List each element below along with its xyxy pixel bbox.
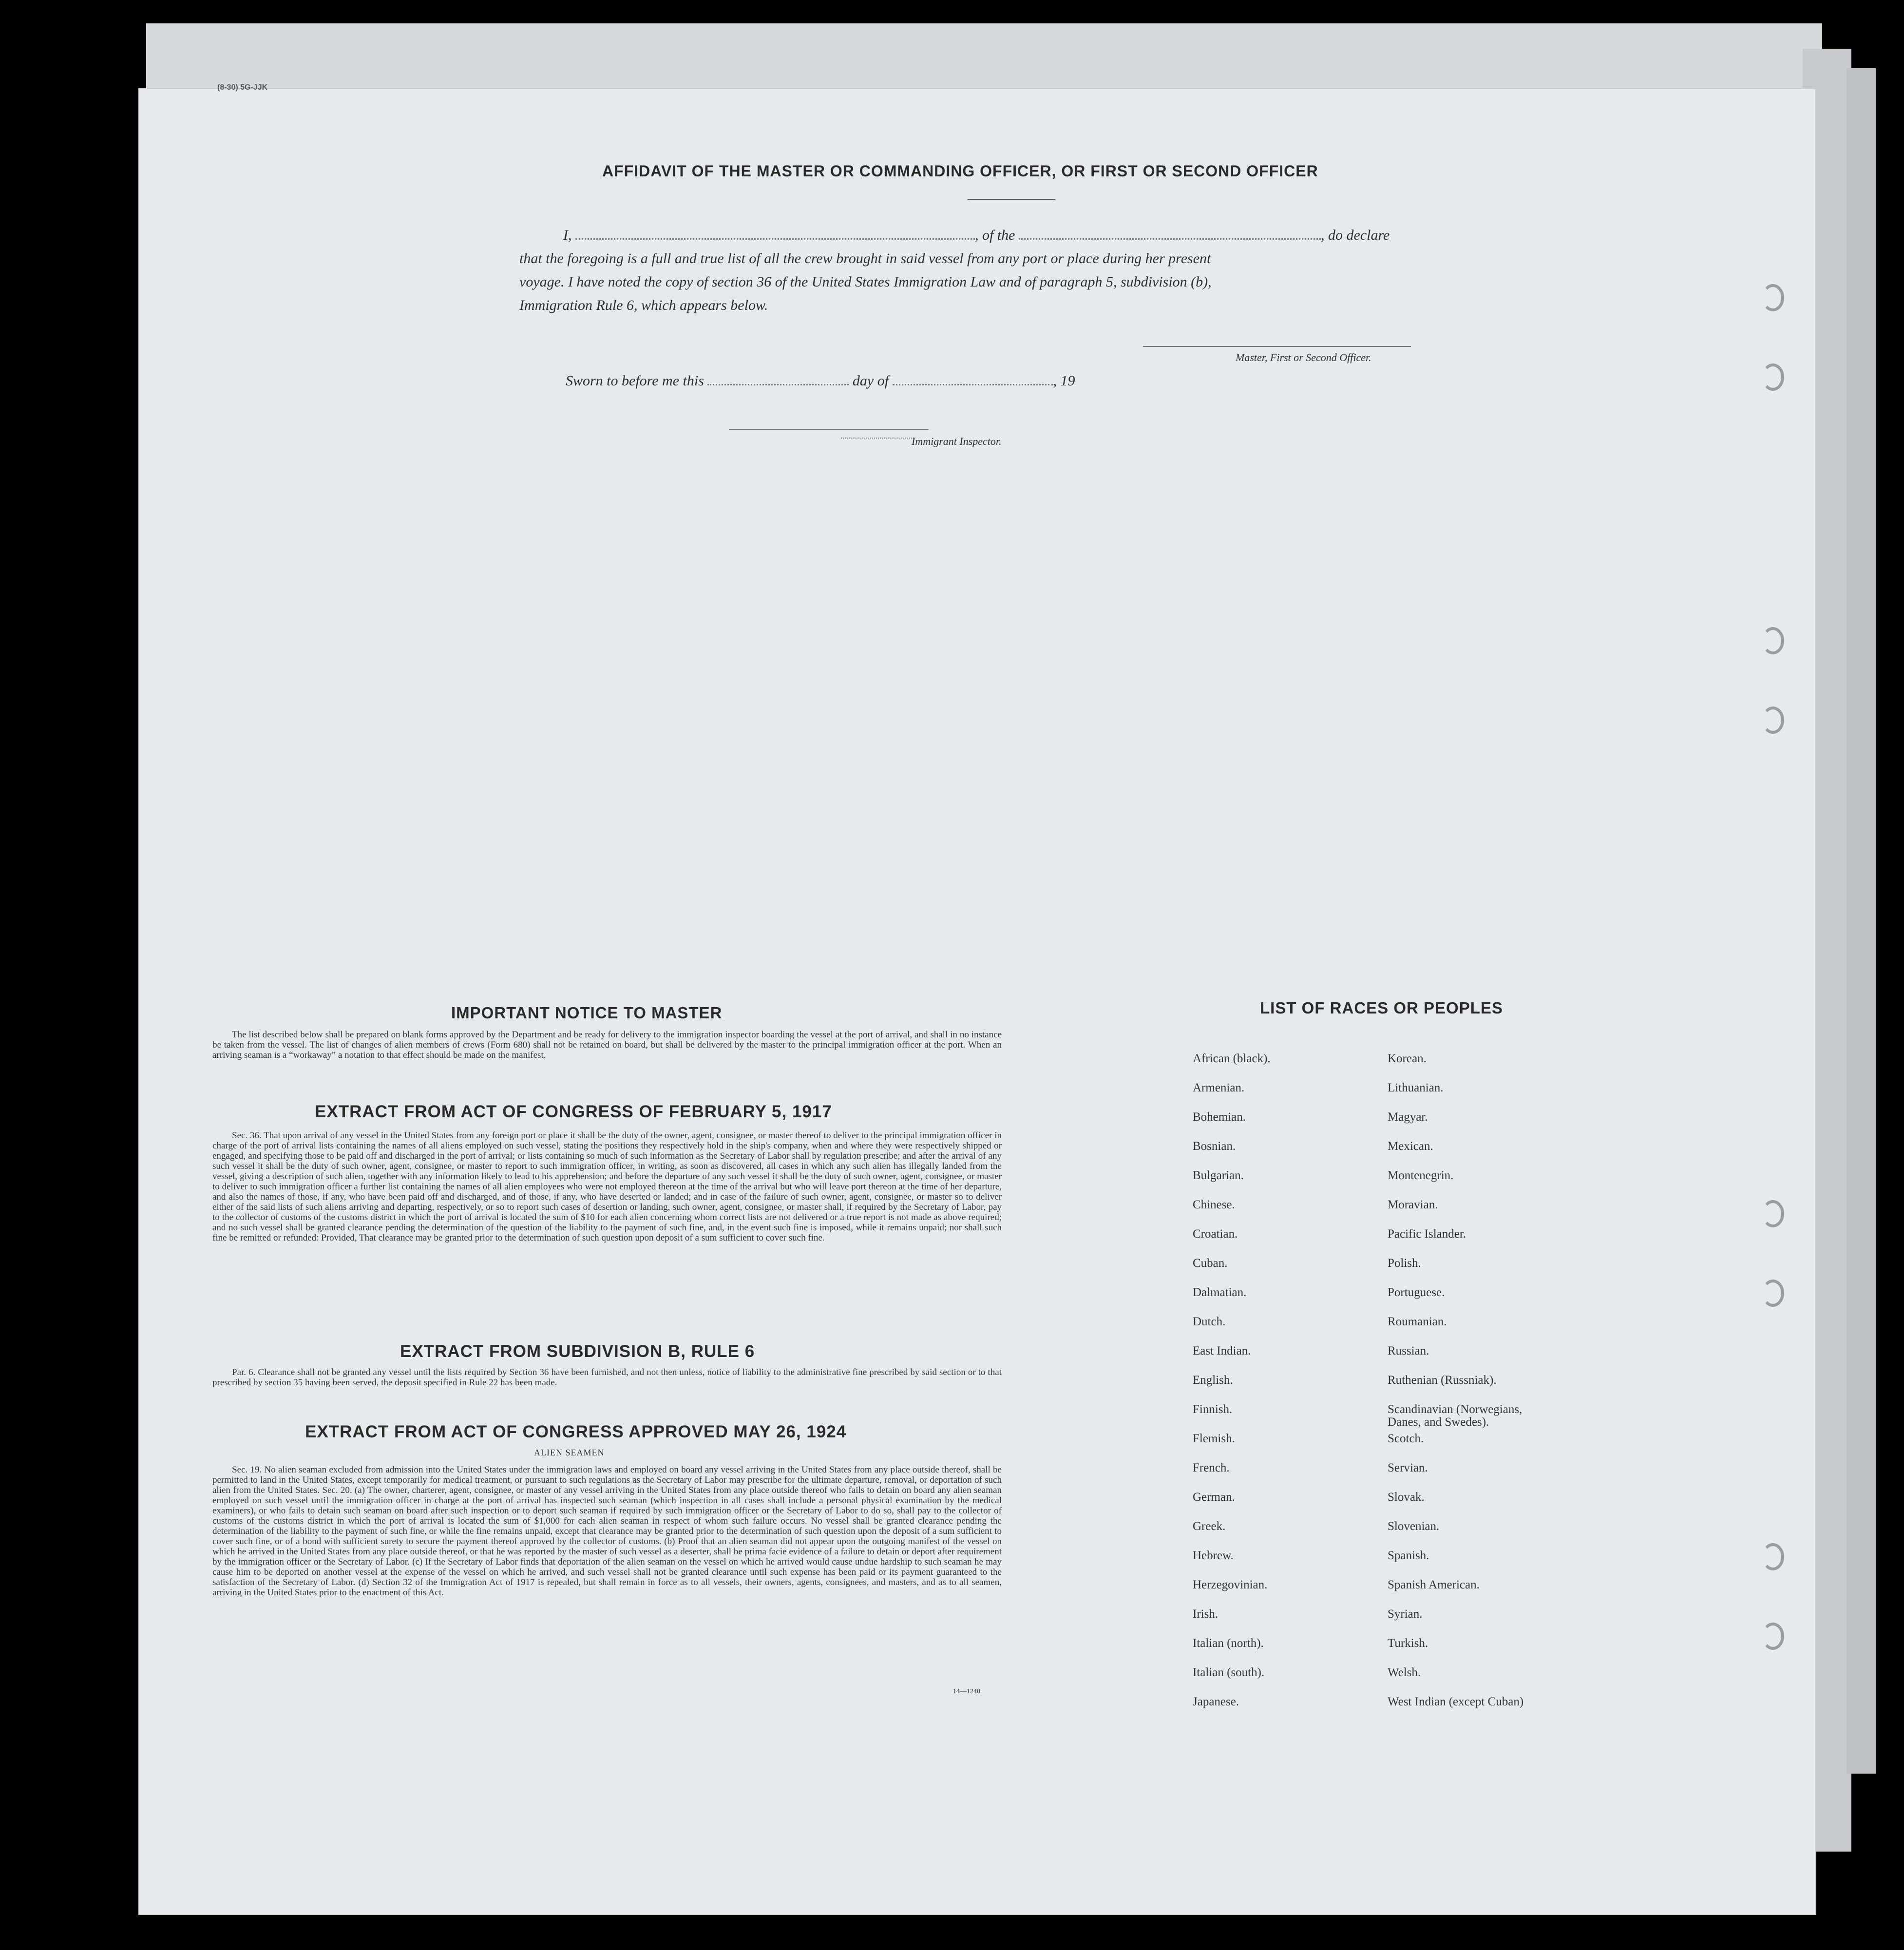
race-item: Pacific Islander. — [1388, 1227, 1466, 1241]
sworn-day-of: day of — [852, 373, 889, 389]
race-item: Roumanian. — [1388, 1315, 1447, 1328]
race-item: Bulgarian. — [1193, 1169, 1244, 1182]
race-item: Italian (south). — [1193, 1666, 1265, 1679]
race-item: Slovak. — [1388, 1491, 1425, 1504]
race-item: English. — [1193, 1374, 1233, 1387]
punch-hole — [32, 1623, 62, 1653]
race-item: Portuguese. — [1388, 1286, 1445, 1299]
race-item: Hebrew. — [1193, 1549, 1234, 1562]
race-item: Russian. — [1388, 1344, 1429, 1357]
race-item: Spanish American. — [1388, 1578, 1480, 1591]
punch-hole — [32, 621, 62, 651]
affidavit-i: I, — [563, 227, 572, 243]
race-item: French. — [1193, 1461, 1230, 1474]
punch-hole — [32, 358, 62, 388]
race-item: Scandinavian (Norwegians, Danes, and Swedes). — [1388, 1403, 1523, 1429]
extract-rule6-title: EXTRACT FROM SUBDIVISION B, RULE 6 — [400, 1342, 755, 1361]
punch-hole — [32, 707, 62, 737]
punch-hole — [32, 1194, 62, 1224]
race-item: Scotch. — [1388, 1432, 1424, 1445]
race-item: Dutch. — [1193, 1315, 1226, 1328]
sworn-day-blank — [707, 384, 849, 385]
name-blank — [575, 238, 975, 240]
extract-1917-title: EXTRACT FROM ACT OF CONGRESS OF FEBRUARY 5, 1917 — [315, 1102, 832, 1121]
race-item: German. — [1193, 1491, 1235, 1504]
affidavit-declare: , do declare — [1321, 227, 1390, 243]
binder-ring — [1762, 1543, 1784, 1570]
race-item: Spanish. — [1388, 1549, 1429, 1562]
inspector-label: Immigrant Inspector. — [912, 435, 1002, 447]
affidavit-line4: Immigration Rule 6, which appears below. — [519, 297, 768, 313]
race-item: Irish. — [1193, 1607, 1219, 1621]
affidavit-line2: that the foregoing is a full and true list of all the crew brought in said vessel from any port or place during her present — [519, 250, 1211, 267]
signature-line — [1143, 346, 1411, 347]
race-item: Armenian. — [1193, 1081, 1245, 1094]
sworn-line — [566, 373, 1075, 389]
inspector-dots — [841, 438, 914, 439]
binder-ring — [1762, 707, 1784, 734]
race-item: West Indian (except Cuban) — [1388, 1695, 1524, 1708]
punch-hole — [32, 1277, 62, 1307]
race-item: Ruthenian (Russniak). — [1388, 1374, 1497, 1387]
races-title: LIST OF RACES OR PEOPLES — [1260, 999, 1503, 1017]
race-item: Korean. — [1388, 1052, 1427, 1065]
race-item: Italian (north). — [1193, 1637, 1264, 1650]
back-sheet-edge — [1847, 68, 1876, 1774]
vessel-blank — [1019, 238, 1321, 240]
binder-ring — [1762, 284, 1784, 311]
race-item: Syrian. — [1388, 1607, 1423, 1621]
race-item: Lithuanian. — [1388, 1081, 1444, 1094]
affidavit-line1 — [563, 227, 1586, 244]
binder-ring — [1762, 1200, 1784, 1227]
race-item: Dalmatian. — [1193, 1286, 1247, 1299]
race-item: Herzegovinian. — [1193, 1578, 1268, 1591]
inspector-line — [729, 429, 929, 430]
race-item: Slovenian. — [1388, 1520, 1440, 1533]
race-item: Bohemian. — [1193, 1110, 1246, 1124]
race-item: Chinese. — [1193, 1198, 1235, 1211]
extract-1924-title: EXTRACT FROM ACT OF CONGRESS APPROVED MAY 26, 1924 — [305, 1422, 847, 1441]
binder-ring — [1762, 1280, 1784, 1307]
form-page — [139, 83, 1815, 1914]
race-item: Servian. — [1388, 1461, 1428, 1474]
race-item: Montenegrin. — [1388, 1169, 1454, 1182]
affidavit-title: AFFIDAVIT OF THE MASTER OR COMMANDING OFFICER, OR FIRST OR SECOND OFFICER — [602, 162, 1318, 180]
extract-1917-text: Sec. 36. That upon arrival of any vessel in the United States from any foreign port or place it shall be the duty of the owner, agent, consignee, or master thereof to deliver to the principal immigration officer in charge of the port of arrival lists containing the names of all aliens employed on such vessel, stating the positions they respectively hold in the ship's company, when and where they were respectively shipped or engaged, and specifying those to be paid off and discharged in the port of arrival; or lists containing so much of such information as the Secretary of Labor shall by regulation prescribe; and after the arrival of any such vessel it shall be the duty of such owner, agent, consignee, or master to report to such immigration officer, in writing, as soon as discovered, all cases in which any such alien has illegally landed from the vessel, giving a description of such alien, together with any information likely to lead to his apprehension; and before the departure of any such vessel it shall be the duty of such owner, agent, consignee, or master to deliver to such immigration officer a further list containing the names of all alien employees who were not employed thereon at the time of the arrival but who will leave port thereon at the time of her departure, and also the names of those, if any, who have been paid off and discharged, and of those, if any, who have deserted or landed; and in case of the failure of such owner, agent, consignee, or master so to deliver either of the said lists of such aliens arriving and departing, respectively, or so to report such cases of desertion or landing, such owner, agent, consignee, or master shall, if required by the Secretary of Labor, pay to the collector of customs of the customs district in which the port of arrival is located the sum of $10 for each alien concerning whom correct lists are not delivered or a true report is not made as above required; and no such vessel shall be granted clearance pending the determination of the question of the liability to the payment of such fine, and, in the event such fine is imposed, while it remains unpaid; nor shall such fine be remitted or refunded: Provided, That clearance may be granted prior to the determination of such question upon deposit of a sum sufficient to cover such fine. — [212, 1130, 1002, 1243]
form-code: (8-30) 5G-JJK — [217, 83, 268, 92]
notice-title: IMPORTANT NOTICE TO MASTER — [451, 1004, 723, 1022]
extract-rule6-text: Par. 6. Clearance shall not be granted any vessel until the lists required by Section 36 have been furnished, and not then unless, notice of liability to the administrative fine prescribed by said section or to that prescribed by section 35 having been served, the deposit specified in Rule 22 has been made. — [212, 1367, 1002, 1388]
race-item: Bosnian. — [1193, 1140, 1236, 1153]
punch-hole — [32, 275, 62, 306]
signature-label: Master, First or Second Officer. — [1236, 351, 1371, 363]
sworn-year: , 19 — [1053, 373, 1075, 389]
race-item: Cuban. — [1193, 1257, 1228, 1270]
extract-1924-subtitle: ALIEN SEAMEN — [534, 1448, 605, 1457]
binder-ring — [1762, 627, 1784, 654]
race-item: Flemish. — [1193, 1432, 1235, 1445]
race-item: Moravian. — [1388, 1198, 1438, 1211]
race-item: Polish. — [1388, 1257, 1421, 1270]
race-item: East Indian. — [1193, 1344, 1251, 1357]
affidavit-of-the: , of the — [975, 227, 1015, 243]
notice-text: The list described below shall be prepared on blank forms approved by the Department and be ready for delivery to the immigration inspector boarding the vessel at the port of arrival, and shall in no instance be taken from the vessel. The list of changes of alien members of crews (Form 680) shall not be retained on board, but shall be delivered by the master to the principal immigration officer at the port. When an arriving seaman is a “workaway” a notation to that effect should be made on the manifest. — [212, 1030, 1002, 1060]
back-sheet-top — [146, 23, 1822, 96]
race-item: Mexican. — [1388, 1140, 1433, 1153]
race-item: Welsh. — [1388, 1666, 1421, 1679]
binder-ring — [1762, 1623, 1784, 1650]
punch-hole — [32, 1540, 62, 1570]
race-item: Turkish. — [1388, 1637, 1428, 1650]
race-item: Japanese. — [1193, 1695, 1239, 1708]
race-item: African (black). — [1193, 1052, 1271, 1065]
affidavit-line3: voyage. I have noted the copy of section 36 of the United States Immigration Law and of paragraph 5, subdivision (b), — [519, 274, 1212, 290]
form-number: 14—1240 — [953, 1688, 980, 1695]
race-item: Magyar. — [1388, 1110, 1428, 1124]
binder-ring — [1762, 363, 1784, 391]
race-item: Finnish. — [1193, 1403, 1233, 1416]
extract-1924-text: Sec. 19. No alien seaman excluded from admission into the United States under the immigration laws and employed on board any vessel arriving in the United States from any place outside thereof, shall be permitted to land in the United States, except temporarily for medical treatment, or pursuant to such regulations as the Secretary of Labor may prescribe for the ultimate departure, removal, or deportation of such alien from the United States. Sec. 20. (a) The owner, charterer, agent, consignee, or master of any vessel arriving in the United States from any place outside thereof who fails to detain on board any alien seaman employed on such vessel until the immigration officer in charge at the port of arrival has inspected such seaman (which inspection in all cases shall include a personal physical examination by the medical examiners), or who fails to detain such seaman on board after such inspection or to deport such seaman if required by such immigration officer or the Secretary of Labor to do so, shall pay to the collector of customs of the customs district in which the port of arrival is located the sum of $1,000 for each alien seaman in respect of whom such failure occurs. No vessel shall be granted clearance pending the determination of the liability to the payment of such fine, or while the fine remains unpaid, except that clearance may be granted prior to the determination of such question upon the deposit of a sum sufficient to cover such fine, or of a bond with sufficient surety to secure the payment thereof approved by the collector of customs. (b) Proof that an alien seaman did not appear upon the outgoing manifest of the vessel on which he arrived in the United States from any place outside thereof, or that he was reported by the master of such vessel as a deserter, shall be prima facie evidence of a failure to detain or deport after requirement by the immigration officer or the Secretary of Labor. (c) If the Secretary of Labor finds that deportation of the alien seaman on the vessel on which he arrived would cause undue hardship to such seaman he may cause him to be deported on another vessel at the expense of the vessel on which he arrived, and such vessel shall not be granted clearance until such expense has been paid or its payment guaranteed to the satisfaction of the Secretary of Labor. (d) Section 32 of the Immigration Act of 1917 is repealed, but shall remain in force as to all vessels, their owners, agents, consignees, and masters, and as to all seamen, arriving in the United States prior to the enactment of this Act. — [212, 1465, 1002, 1598]
sworn-prefix: Sworn to before me this — [566, 373, 704, 389]
race-item: Croatian. — [1193, 1227, 1238, 1241]
sworn-month-blank — [893, 384, 1053, 385]
affidavit-title-rule — [968, 199, 1055, 200]
race-item: Greek. — [1193, 1520, 1226, 1533]
